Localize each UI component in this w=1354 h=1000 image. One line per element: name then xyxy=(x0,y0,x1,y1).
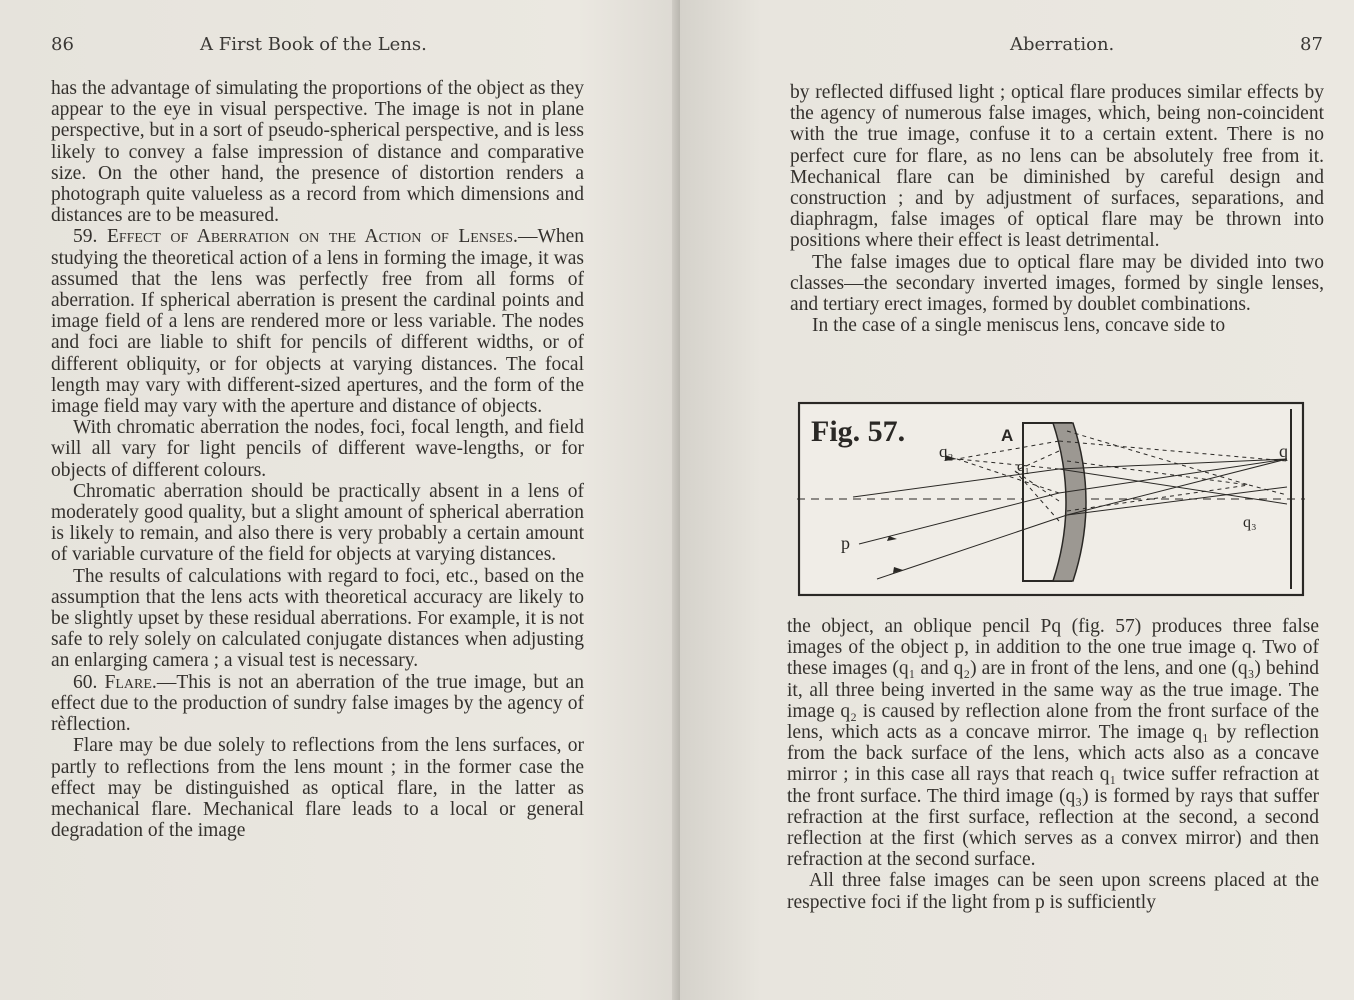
label-q1: q₁ xyxy=(1017,459,1030,475)
right-body-bottom xyxy=(787,616,1319,913)
right-page xyxy=(680,0,1354,1000)
figure-label: Fig. 57. xyxy=(811,415,906,448)
paragraph: With chromatic aberration the nodes, foci, focal length, and field will all vary for light pencils of different wave-lengths, or for objects of different colours. xyxy=(51,417,584,481)
paragraph: by reflected diffused light ; optical flare produces similar effects by the agency of numerous false images, which, being non-coincident with the true image, confuse it to a certain extent. There is no perfect cure for flare, as no lens can be absolutely free from it. Mechanical flare can be diminished by careful design and construction ; and by adjustment of surfaces, separations, and diaphragm, false images of optical flare may be thrown into positions where their effect is least detrimental. xyxy=(790,82,1324,252)
right-body-top xyxy=(790,82,1324,336)
section-text: —This is not an aberration of the true image, but an effect due to the production of sundry false images by the agency of rèflection. xyxy=(51,671,585,736)
lens-diagram xyxy=(797,401,1305,597)
left-running-title: A First Book of the Lens. xyxy=(200,34,427,55)
paragraph: The results of calculations with regard to foci, etc., based on the assumption that the lens acts with theoretical accuracy are likely to be slightly upset by these residual aberrations. For example, it is not safe to rely solely on calculated conjugate distances when adjusting an enlarging camera ; a visual test is necessary. xyxy=(51,565,584,672)
label-A: A xyxy=(1001,426,1014,445)
paragraph: The false images due to optical flare may be divided into two classes—the secondary inverted images, formed by single lenses, and tertiary erect images, formed by doublet combinations. xyxy=(790,251,1324,316)
section-number: 60. xyxy=(73,671,98,693)
right-running-title: Aberration. xyxy=(1010,34,1115,55)
section-60 xyxy=(51,672,584,736)
figure-57 xyxy=(797,401,1305,597)
paragraph: the object, an oblique pencil Pq (fig. 57) produces three false images of the object p, in addition to the one true image q. Two of these images (q₁ and q₂) are in front of the lens, and one (q₃) behind it, all three being inverted in the same way as the true image. The image q₂ is caused by reflection alone from the front surface of the lens, which acts as a concave mirror. The image q₁ by reflection from the back surface of the lens, which acts also as a concave mirror ; in this case all rays that reach q₁ twice suffer refraction at the front surface. The third image (q₃) is formed by rays that suffer refraction at the first surface, reflection at the second, a second reflection at the first (which serves as a convex mirror) and then refraction at the second surface. xyxy=(787,616,1319,871)
section-number: 59. xyxy=(73,226,98,248)
paragraph: has the advantage of simulating the proportions of the object as they appear to the eye in visual perspective. The image is not in plane perspective, but in a sort of pseudo-spherical perspective, and is less likely to convey a false impression of distance and comparative size. On the other hand, the presence of distortion renders a photograph quite valueless as a record from which dimensions and distances are to be measured. xyxy=(51,78,584,227)
label-p: p xyxy=(841,533,850,553)
paragraph: Flare may be due solely to reflections from the lens surfaces, or partly to reflections from the lens mount ; in the former case the effect may be distinguished as optical flare, in the latter as mechanical flare. Mechanical flare leads to a local or general degradation of the image xyxy=(51,735,584,842)
label-q: q xyxy=(1279,441,1288,461)
section-text: —When studying the theoretical action of a lens in forming the image, it was assumed that the lens was perfectly free from all forms of aberration. If spherical aberration is present the cardinal points and image field of a lens are rendered more or less variable. The nodes and foci are liable to shift for pencils of different widths, or of different obliquity, or for objects at varying distances. The focal length may vary with different-sized apertures, and the form of the image field may vary with the aperture and distance of objects. xyxy=(51,226,584,418)
section-heading: Flare. xyxy=(104,671,157,693)
left-page-number: 86 xyxy=(51,34,74,55)
section-59 xyxy=(51,226,584,417)
right-page-number: 87 xyxy=(1300,34,1323,55)
paragraph: All three false images can be seen upon screens placed at the respective foci if the light from p is sufficiently xyxy=(787,870,1319,913)
label-q3: q₃ xyxy=(1243,514,1257,531)
paragraph: Chromatic aberration should be practically absent in a lens of moderately good quality, but a slight amount of spherical aberration is likely to remain, and also there is very probably a certain amount of variable curvature of the field for objects at varying distances. xyxy=(51,480,584,566)
left-body xyxy=(51,78,584,841)
label-q2: q₂ xyxy=(939,442,954,461)
section-heading: Effect of Aberration on the Action of Lenses. xyxy=(106,226,518,248)
paragraph: In the case of a single meniscus lens, concave side to xyxy=(812,315,1226,337)
